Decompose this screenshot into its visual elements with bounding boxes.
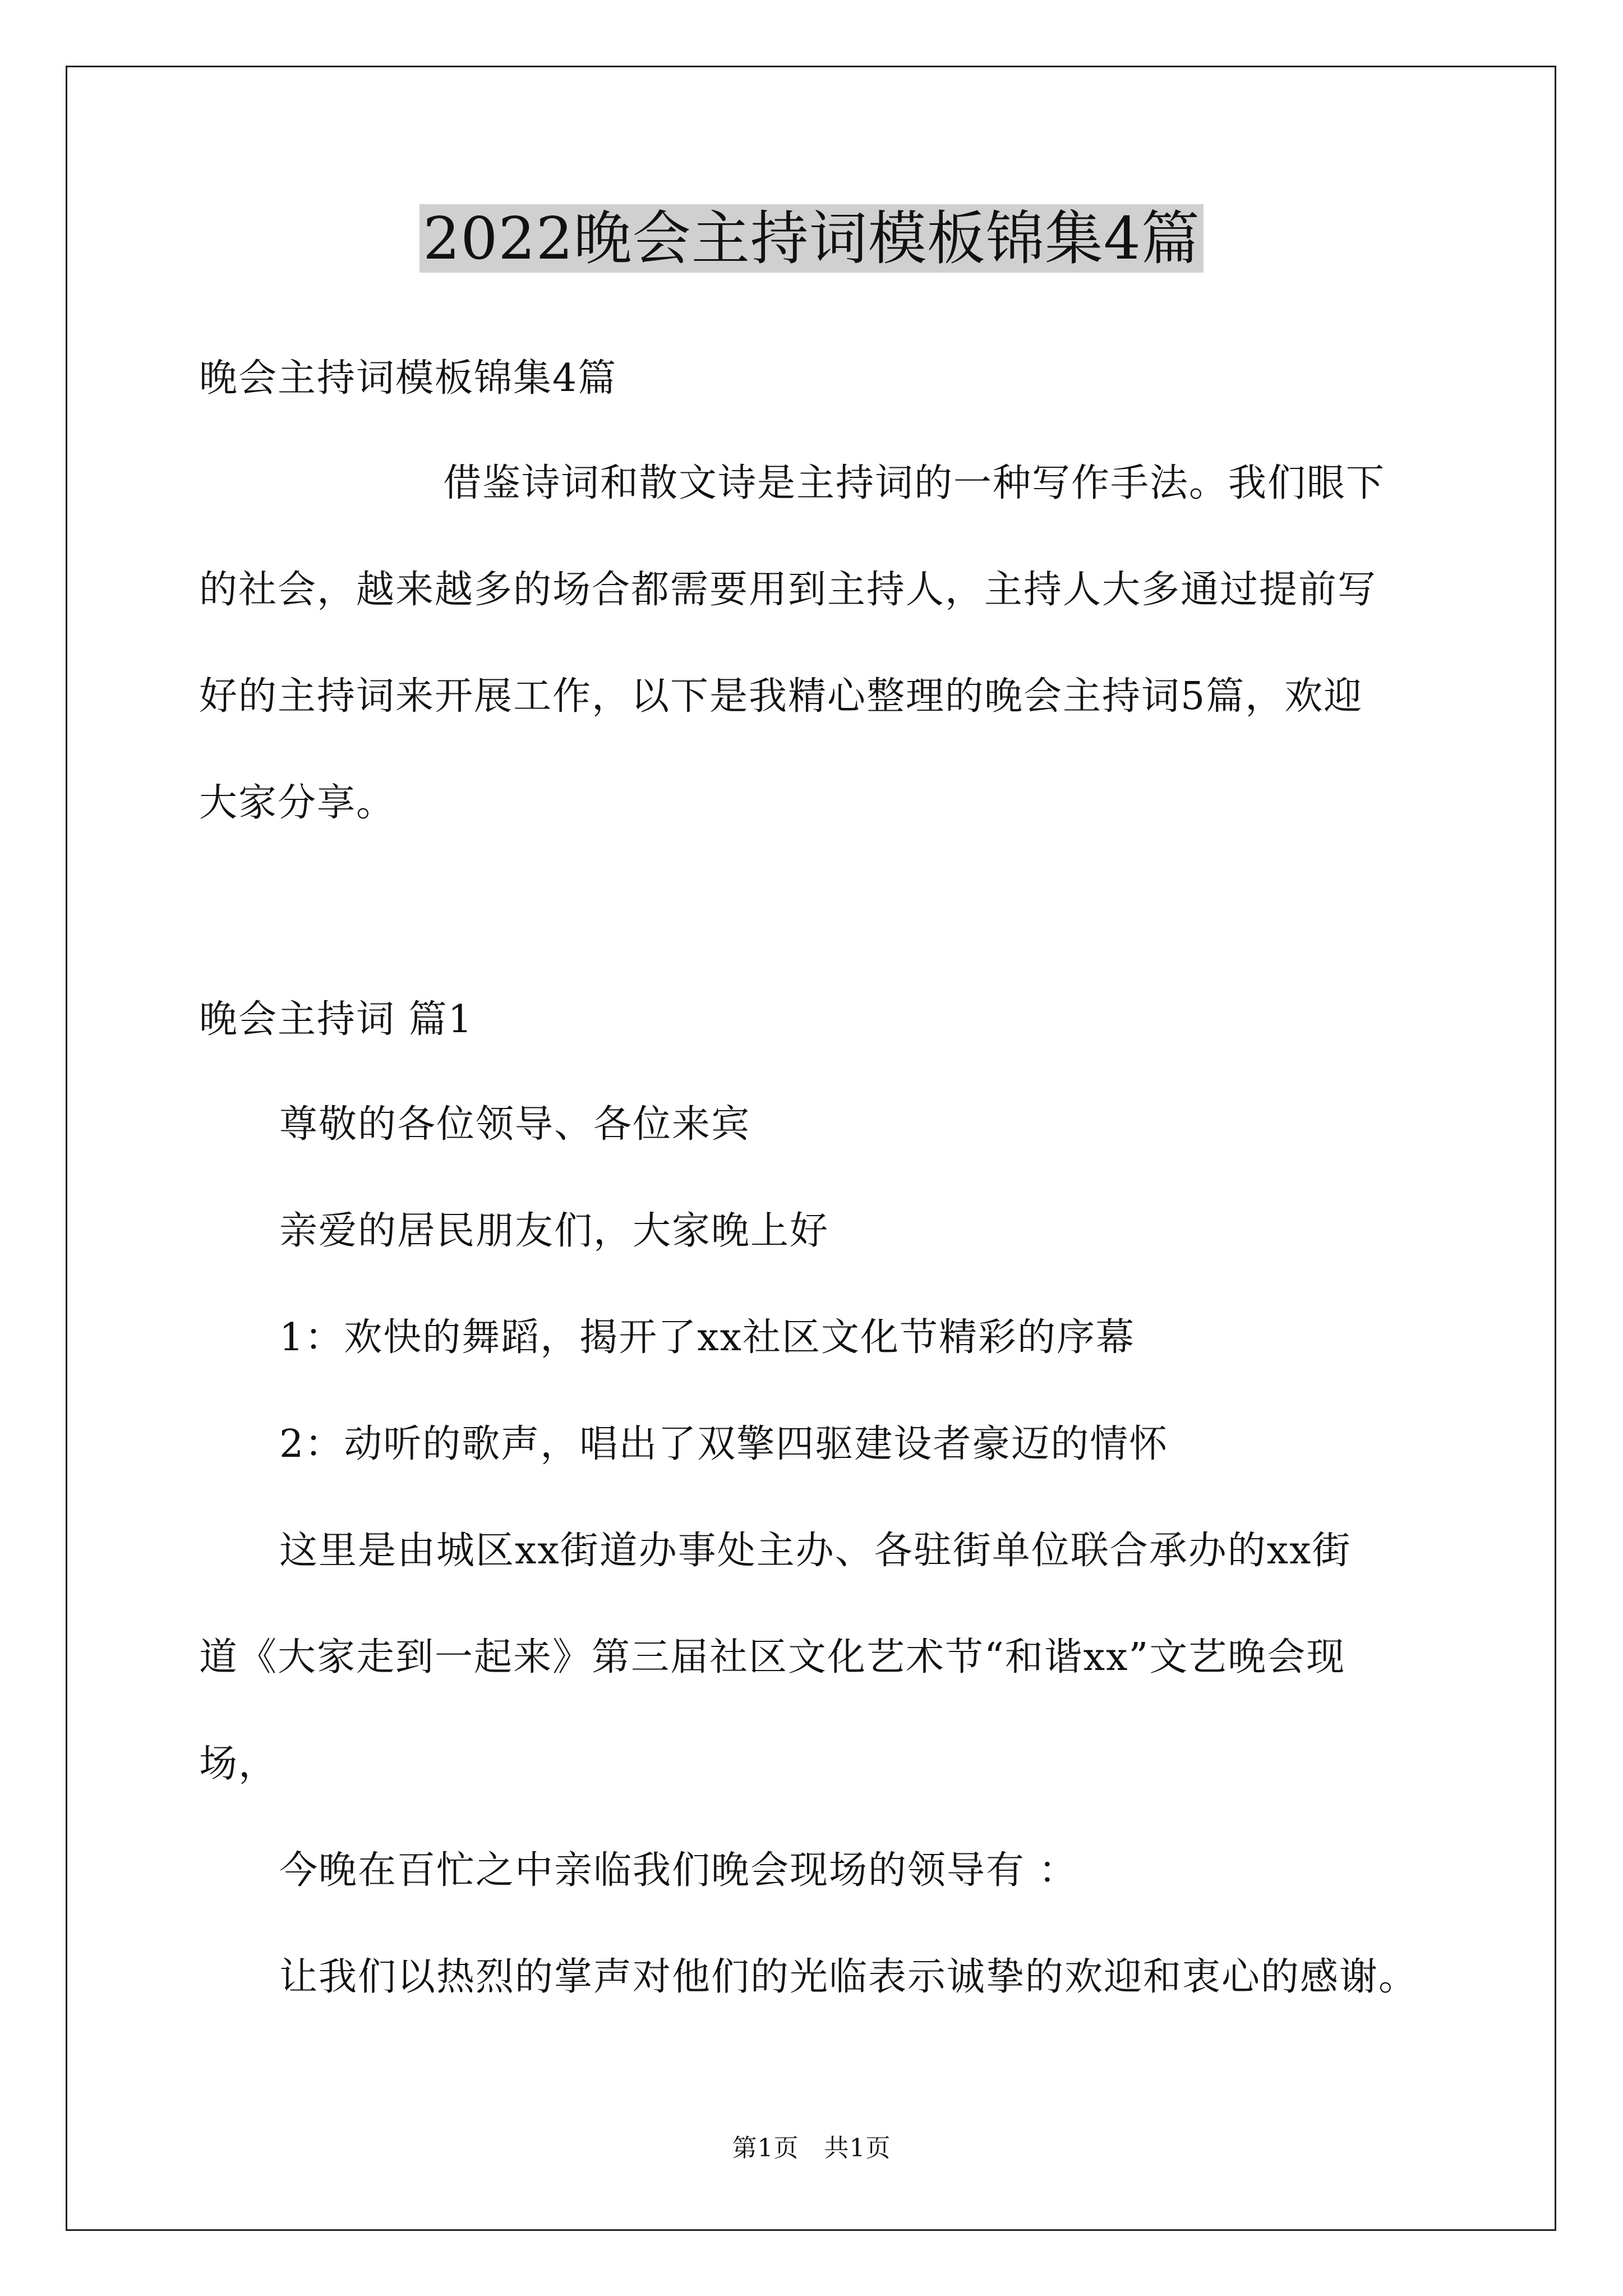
paragraph-6: 今晚在百忙之中亲临我们晚会现场的领导有 ：	[279, 1848, 1078, 1893]
section-heading: 晚会主持词 篇1	[199, 997, 473, 1042]
intro-line-3: 好的主持词来开展工作，以下是我精心整理的晚会主持词5篇，欢迎	[199, 674, 1363, 719]
paragraph-5-line-1: 这里是由城区xx街道办事处主办、各驻街单位联合承办的xx街	[279, 1529, 1352, 1573]
document-title	[0, 199, 1623, 278]
paragraph-greeting-1: 尊敬的各位领导、各位来宾	[279, 1102, 751, 1147]
paragraph-greeting-2: 亲爱的居民朋友们，大家晚上好	[279, 1209, 829, 1253]
document-title-text: 2022晚会主持词模板锦集4篇	[419, 204, 1204, 273]
intro-line-2: 的社会，越来越多的场合都需要用到主持人，主持人大多通过提前写	[199, 568, 1377, 612]
paragraph-7: 让我们以热烈的掌声对他们的光临表示诚挚的欢迎和衷心的感谢。	[279, 1955, 1418, 1999]
paragraph-line-4: 2：动听的歌声，唱出了双擎四驱建设者豪迈的情怀	[279, 1422, 1169, 1466]
paragraph-5-line-2: 道《大家走到一起来》第三届社区文化艺术节“和谐xx”文艺晚会现	[199, 1635, 1346, 1680]
intro-line-1: 借鉴诗词和散文诗是主持词的一种写作手法。我们眼下	[443, 461, 1386, 505]
document-subtitle: 晚会主持词模板锦集4篇	[199, 356, 617, 401]
intro-line-4: 大家分享。	[199, 781, 396, 825]
page-footer: 第1页 共1页	[732, 2134, 891, 2162]
paragraph-line-3: 1：欢快的舞蹈，揭开了xx社区文化节精彩的序幕	[279, 1315, 1135, 1360]
paragraph-5-line-3: 场，	[199, 1742, 278, 1786]
